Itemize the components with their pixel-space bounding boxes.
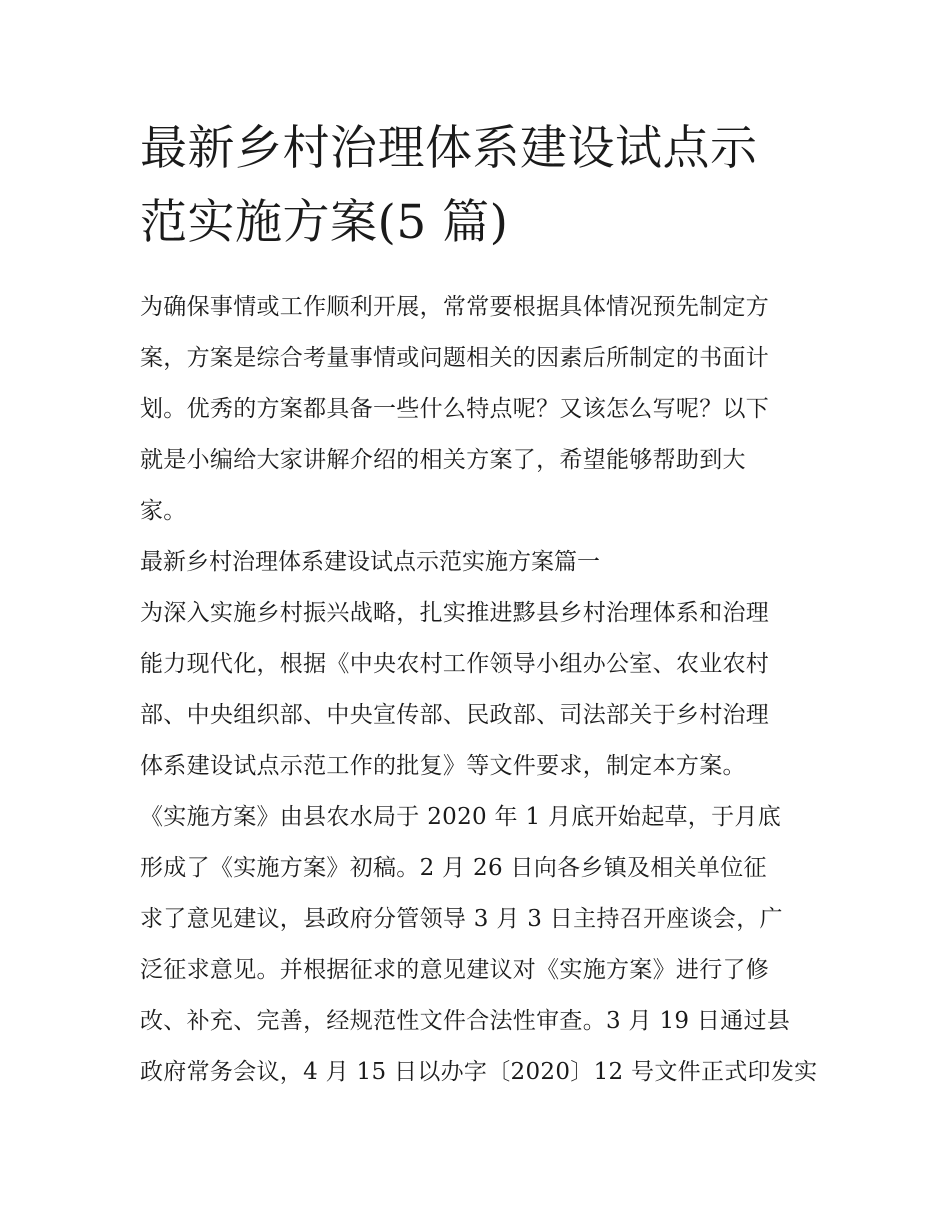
section1-line-5: 《实施方案》由县农水局于 2020 年 1 月底开始起草，于月底 <box>140 804 782 830</box>
intro-line-5: 家。 <box>140 498 187 524</box>
section1-line-2: 能力现代化，根据《中央农村工作领导小组办公室、农业农村 <box>140 651 770 677</box>
section1-line-1: 为深入实施乡村振兴战略，扎实推进黟县乡村治理体系和治理 <box>140 600 770 626</box>
section1-line-3: 部、中央组织部、中央宣传部、民政部、司法部关于乡村治理 <box>140 702 770 728</box>
intro-paragraph <box>140 282 820 537</box>
title-line-2: 范实施方案(5 篇) <box>140 195 509 250</box>
section1-line-10: 政府常务会议，4 月 15 日以办字〔2020〕12 号文件正式印发实 <box>140 1059 818 1085</box>
document-page <box>140 112 820 1098</box>
section1-line-4: 体系建设试点示范工作的批复》等文件要求，制定本方案。 <box>140 753 746 779</box>
title-line-1: 最新乡村治理体系建设试点示 <box>140 121 758 176</box>
intro-line-4: 就是小编给大家讲解介绍的相关方案了，希望能够帮助到大 <box>140 447 746 473</box>
section1-line-6: 形成了《实施方案》初稿。2 月 26 日向各乡镇及相关单位征 <box>140 855 767 881</box>
intro-line-1: 为确保事情或工作顺利开展，常常要根据具体情况预先制定方 <box>140 294 770 320</box>
section1-line-8: 泛征求意见。并根据征求的意见建议对《实施方案》进行了修 <box>140 957 770 983</box>
document-title <box>140 112 820 260</box>
section1-line-7: 求了意见建议，县政府分管领导 3 月 3 日主持召开座谈会，广 <box>140 906 783 932</box>
intro-line-2: 案，方案是综合考量事情或问题相关的因素后所制定的书面计 <box>140 345 770 371</box>
intro-line-3: 划。优秀的方案都具备一些什么特点呢？又该怎么写呢？以下 <box>140 396 770 422</box>
section-heading: 最新乡村治理体系建设试点示范实施方案篇一 <box>140 549 600 575</box>
section1-line-9: 改、补充、完善，经规范性文件合法性审查。3 月 19 日通过县 <box>140 1008 791 1034</box>
section1-paragraph <box>140 588 820 1098</box>
